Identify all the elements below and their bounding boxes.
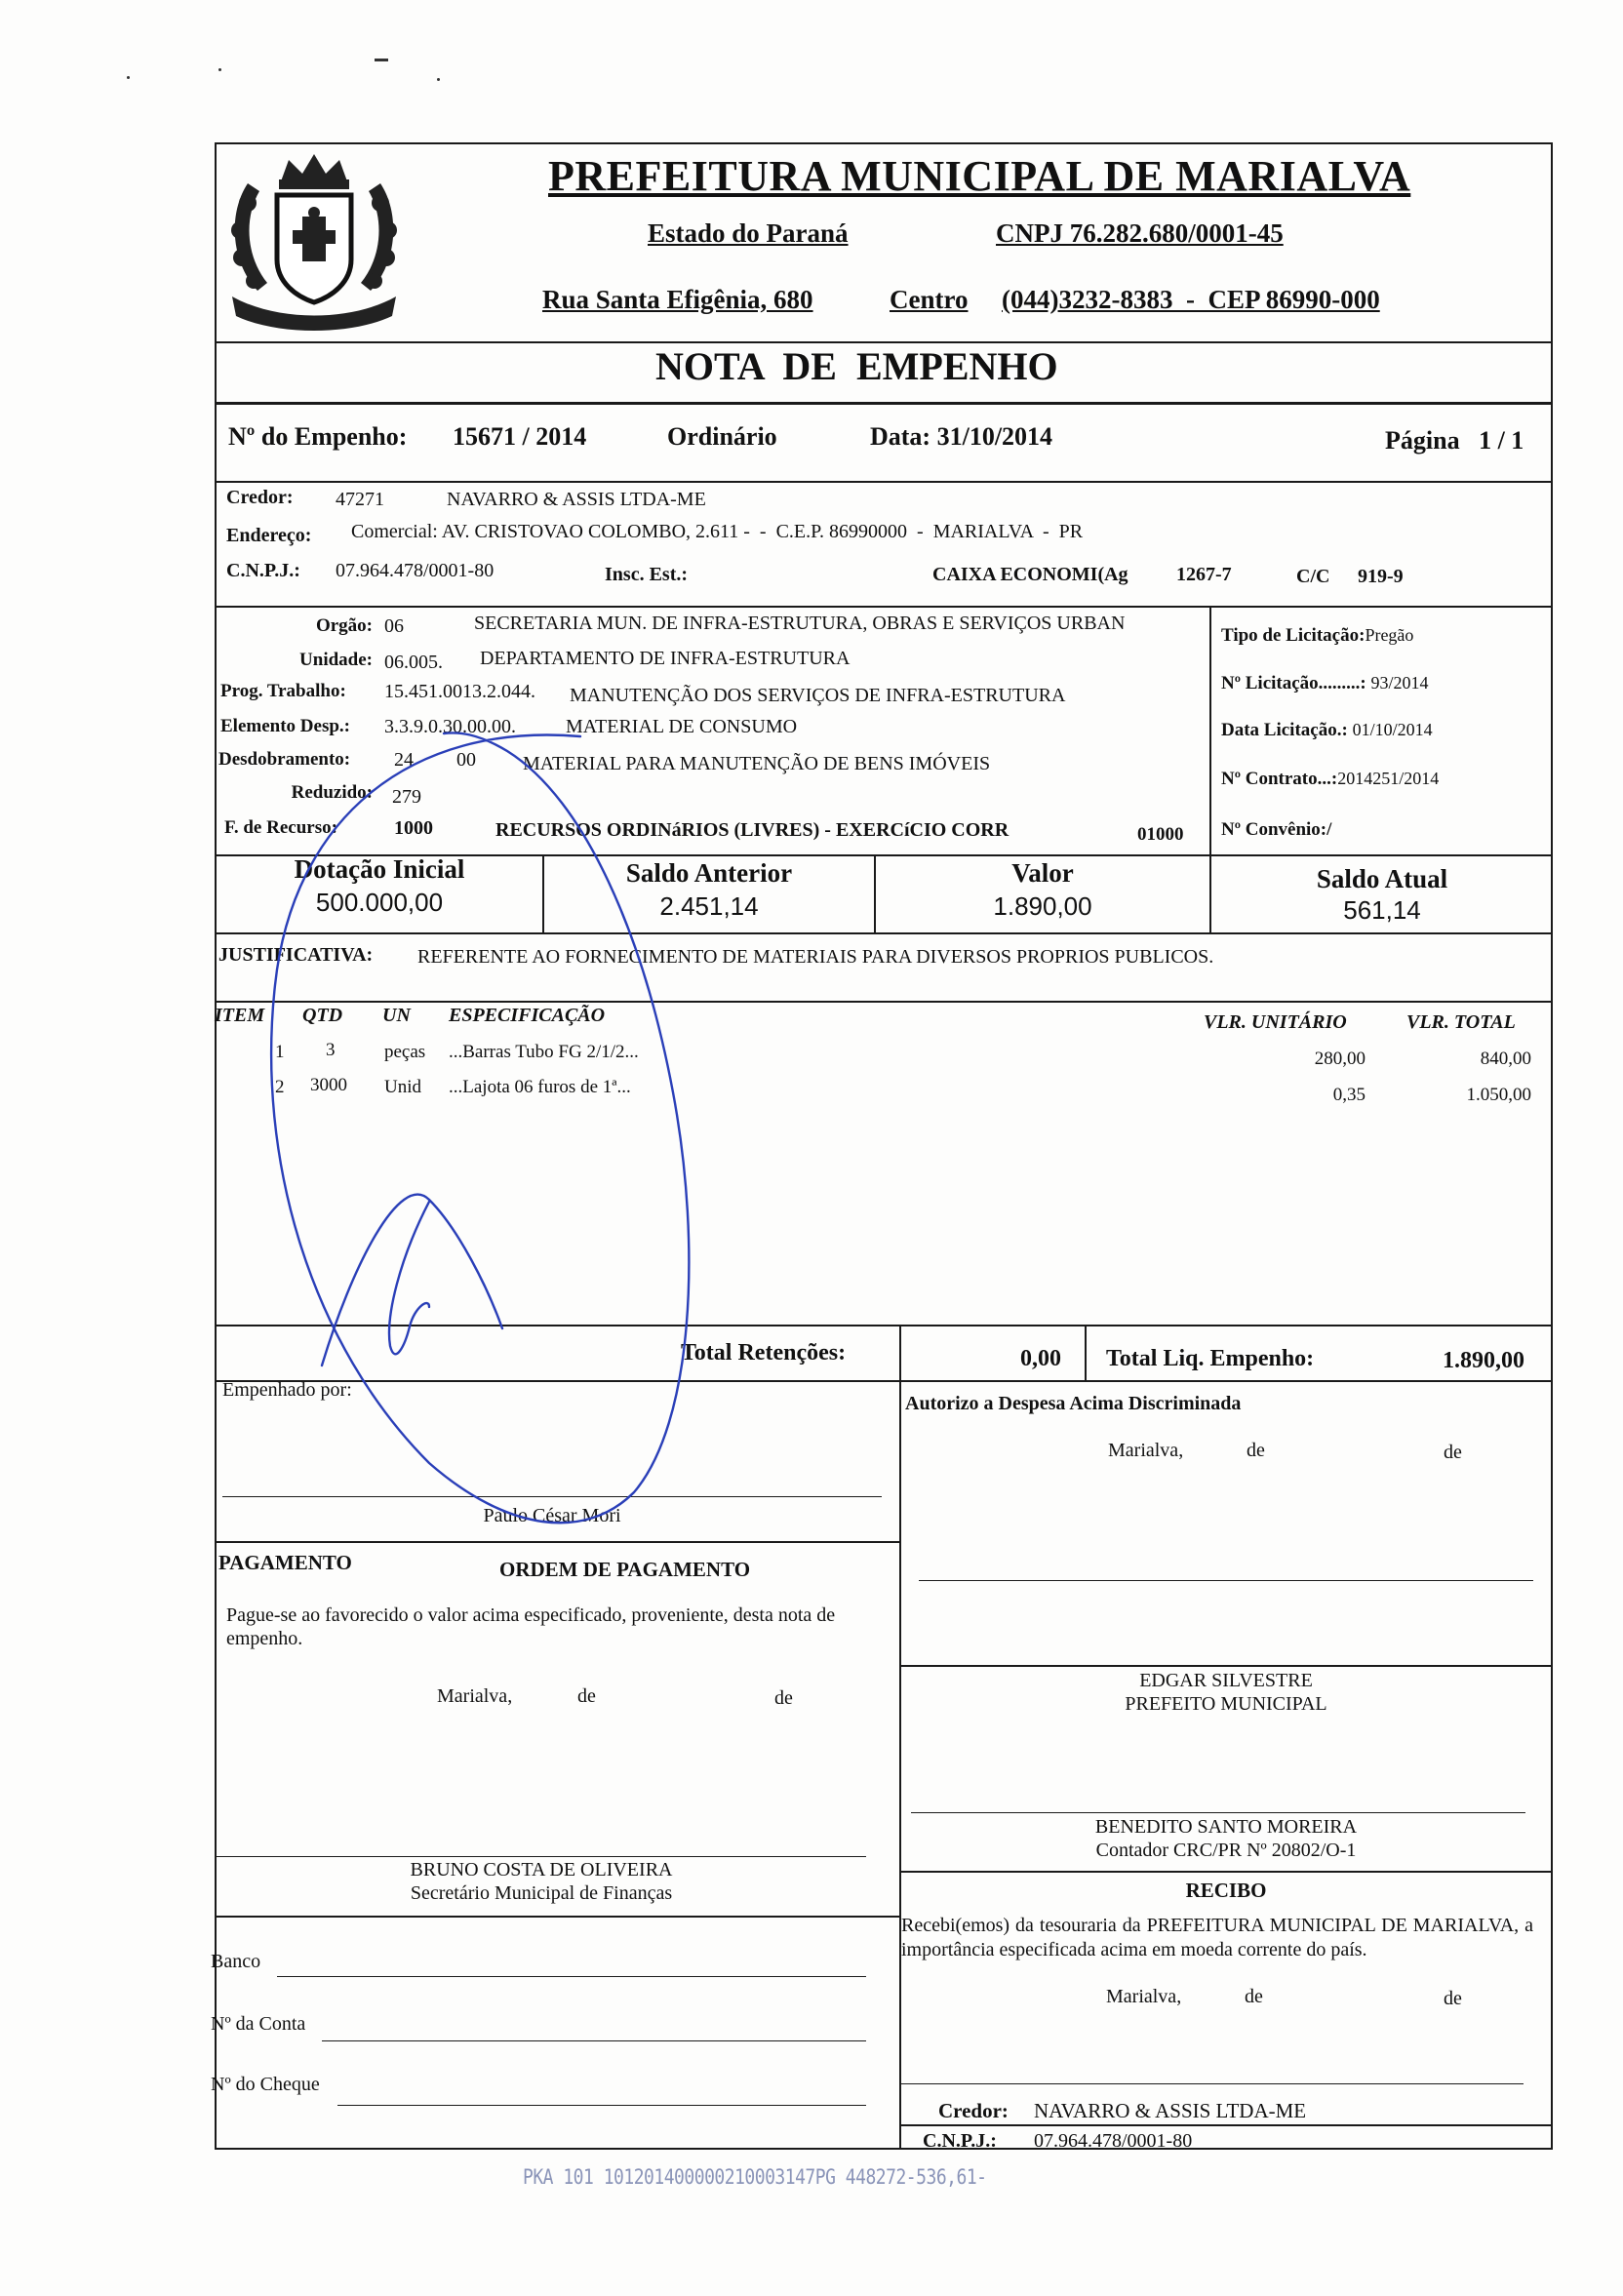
recurso-number: 01000 bbox=[1137, 824, 1184, 845]
recibo-cnpj-label: C.N.P.J.: bbox=[923, 2130, 997, 2152]
autorizo-label: Autorizo a Despesa Acima Discriminada bbox=[905, 1393, 1242, 1414]
desdobramento-name: MATERIAL PARA MANUTENÇÃO DE BENS IMÓVEIS bbox=[523, 753, 991, 774]
scan-artifact bbox=[127, 76, 130, 79]
item-qty: 3000 bbox=[310, 1075, 347, 1095]
item-spec: ...Barras Tubo FG 2/1/2... bbox=[449, 1042, 639, 1062]
footer-stamp: PKA 101 101201400000210003147PG 448272-536,61- bbox=[523, 2164, 987, 2191]
recibo-cnpj: 07.964.478/0001-80 bbox=[1034, 2130, 1193, 2152]
scan-artifact bbox=[218, 68, 221, 71]
credor-label: Credor: bbox=[226, 487, 294, 508]
tipo-licitacao-label-text: Tipo de Licitação: bbox=[1221, 625, 1366, 646]
empenhado-label: Empenhado por: bbox=[222, 1379, 352, 1401]
prog-code: 15.451.0013.2.044. bbox=[384, 681, 535, 702]
recibo-credor-name: NAVARRO & ASSIS LTDA-ME bbox=[1034, 2099, 1307, 2122]
address-label: Endereço: bbox=[226, 525, 312, 546]
total-liquido-value: 1.890,00 bbox=[1443, 1348, 1524, 1373]
empenho-number: 15671 / 2014 bbox=[453, 422, 587, 451]
prefecture-address: Rua Santa Efigênia, 680 bbox=[542, 285, 813, 314]
recibo-de-2: de bbox=[1444, 1988, 1462, 2009]
document-title: NOTA DE EMPENHO bbox=[655, 344, 1058, 388]
justificativa-text: REFERENTE AO FORNECIMENTO DE MATERIAIS PARA DIVERSOS PROPRIOS PUBLICOS. bbox=[417, 946, 1214, 968]
contador-name: BENEDITO SANTO MOREIRA bbox=[1094, 1816, 1358, 1838]
elemento-name: MATERIAL DE CONSUMO bbox=[566, 716, 798, 737]
conta-label: Nº da Conta bbox=[211, 2013, 306, 2035]
saldo-atual-label: Saldo Atual bbox=[1316, 864, 1448, 893]
convenio-label: Nº Convênio:/ bbox=[1221, 819, 1332, 840]
item-unit-price: 0,35 bbox=[1332, 1085, 1366, 1105]
unidade-label: Unidade: bbox=[299, 650, 373, 670]
recurso-name: RECURSOS ORDINáRIOS (LIVRES) - EXERCíCIO CORR bbox=[495, 819, 1009, 841]
unidade-name: DEPARTAMENTO DE INFRA-ESTRUTURA bbox=[480, 648, 851, 669]
elemento-label: Elemento Desp.: bbox=[220, 716, 350, 736]
retencoes-value: 0,00 bbox=[1020, 1346, 1061, 1371]
retencoes-label: Total Retenções: bbox=[681, 1340, 847, 1366]
recibo-credor-label: Credor: bbox=[938, 2099, 1009, 2122]
data-licitacao-value: 01/10/2014 bbox=[1352, 720, 1433, 739]
col-qtd: QTD bbox=[302, 1005, 343, 1026]
empenho-number-label: Nº do Empenho: bbox=[228, 422, 408, 451]
empenho-type: Ordinário bbox=[667, 422, 777, 451]
orgao-name: SECRETARIA MUN. DE INFRA-ESTRUTURA, OBRAS E SERVIÇOS URBAN bbox=[474, 613, 1126, 634]
account-label: C/C bbox=[1296, 566, 1330, 587]
credor-name: NAVARRO & ASSIS LTDA-ME bbox=[447, 489, 706, 510]
prefecture-phone-cep: (044)3232-8383 - CEP 86990-000 bbox=[1002, 285, 1380, 314]
prog-label: Prog. Trabalho: bbox=[220, 681, 346, 701]
prefeito-name: EDGAR SILVESTRE bbox=[1139, 1670, 1313, 1691]
elemento-code: 3.3.9.0.30.00.00. bbox=[384, 716, 516, 737]
credor-address: Comercial: AV. CRISTOVAO COLOMBO, 2.611 - - C.E.P. 86990000 - MARIALVA - PR bbox=[351, 521, 1084, 542]
autorizo-de-2: de bbox=[1444, 1442, 1462, 1463]
valor-value: 1.890,00 bbox=[993, 891, 1092, 921]
orgao-code: 06 bbox=[384, 615, 404, 637]
bank-name: CAIXA ECONOMI(Ag bbox=[932, 564, 1128, 585]
credor-cnpj: 07.964.478/0001-80 bbox=[336, 560, 495, 581]
prog-name: MANUTENÇÃO DOS SERVIÇOS DE INFRA-ESTRUTURA bbox=[570, 685, 1066, 706]
dotacao-value: 500.000,00 bbox=[315, 888, 444, 917]
autorizo-city: Marialva, bbox=[1108, 1440, 1184, 1461]
item-number: 1 bbox=[275, 1042, 285, 1062]
empenhado-name: Paulo César Mori bbox=[483, 1505, 621, 1526]
autorizo-de-1: de bbox=[1247, 1440, 1265, 1461]
orgao-label: Orgão: bbox=[315, 615, 373, 636]
pagamento-city: Marialva, bbox=[437, 1685, 513, 1707]
col-item: ITEM bbox=[215, 1005, 265, 1026]
reduzido-label: Reduzido: bbox=[291, 782, 373, 803]
page-number: Página 1 / 1 bbox=[1385, 426, 1524, 455]
credor-code: 47271 bbox=[336, 489, 384, 510]
recurso-label: F. de Recurso: bbox=[224, 817, 337, 838]
item-unit-price: 280,00 bbox=[1314, 1049, 1366, 1069]
contrato-label: Nº Contrato...: bbox=[1221, 769, 1338, 789]
pagamento-de-2: de bbox=[774, 1687, 793, 1709]
item-unit: peças bbox=[384, 1042, 426, 1062]
col-un: UN bbox=[382, 1005, 411, 1026]
desdobramento-code: 24 bbox=[394, 749, 414, 771]
reduzido-value: 279 bbox=[392, 786, 421, 808]
cheque-label: Nº do Cheque bbox=[211, 2074, 320, 2095]
prefecture-district: Centro bbox=[890, 285, 969, 314]
recurso-code: 1000 bbox=[394, 817, 433, 839]
recibo-text: Recebi(emos) da tesouraria da PREFEITURA MUNICIPAL DE MARIALVA, a importância especificada acima em moeda corrente do país. bbox=[901, 1915, 1533, 1960]
col-spec: ESPECIFICAÇÃO bbox=[449, 1005, 606, 1026]
item-total: 1.050,00 bbox=[1466, 1085, 1531, 1105]
col-total-value: VLR. TOTAL bbox=[1406, 1011, 1516, 1033]
valor-label: Valor bbox=[1011, 858, 1074, 888]
pagamento-text: Pague-se ao favorecido o valor acima especificado, proveniente, desta nota de empenho. bbox=[226, 1604, 836, 1649]
recibo-title: RECIBO bbox=[1185, 1879, 1267, 1902]
tipo-licitacao-value: Pregão bbox=[1365, 625, 1414, 645]
ordem-pagamento-title: ORDEM DE PAGAMENTO bbox=[499, 1558, 751, 1581]
account-number: 919-9 bbox=[1358, 566, 1404, 587]
total-liquido-label: Total Liq. Empenho: bbox=[1106, 1346, 1315, 1371]
recibo-de-1: de bbox=[1245, 1986, 1263, 2007]
state-name: Estado do Paraná bbox=[648, 218, 849, 248]
contador-role: Contador CRC/PR Nº 20802/O-1 bbox=[1095, 1840, 1357, 1861]
dotacao-label: Dotação Inicial bbox=[294, 854, 465, 884]
unidade-code: 06.005. bbox=[384, 652, 443, 673]
num-licitacao-label: Nº Licitação.........: bbox=[1221, 673, 1366, 693]
pagamento-de-1: de bbox=[577, 1685, 596, 1707]
empenho-date: Data: 31/10/2014 bbox=[870, 422, 1053, 451]
saldo-anterior-label: Saldo Anterior bbox=[625, 858, 793, 888]
scan-artifact bbox=[437, 78, 440, 81]
pagamento-label: PAGAMENTO bbox=[218, 1551, 352, 1574]
col-unit-value: VLR. UNITÁRIO bbox=[1204, 1011, 1347, 1033]
num-licitacao-value: 93/2014 bbox=[1370, 673, 1429, 693]
prefecture-cnpj: CNPJ 76.282.680/0001-45 bbox=[996, 218, 1284, 248]
item-unit: Unid bbox=[384, 1077, 421, 1097]
bank-agency: 1267-7 bbox=[1176, 564, 1232, 585]
contrato-value: 2014251/2014 bbox=[1337, 769, 1440, 788]
prefecture-title: PREFEITURA MUNICIPAL DE MARIALVA bbox=[548, 152, 1411, 200]
secretario-role: Secretário Municipal de Finanças bbox=[410, 1882, 673, 1904]
item-qty: 3 bbox=[326, 1040, 336, 1060]
item-number: 2 bbox=[275, 1077, 285, 1097]
desdobramento-sub: 00 bbox=[456, 749, 476, 771]
desdobramento-label: Desdobramento: bbox=[218, 749, 351, 770]
scan-artifact bbox=[375, 59, 388, 61]
recibo-city: Marialva, bbox=[1106, 1986, 1182, 2007]
saldo-atual-value: 561,14 bbox=[1343, 895, 1421, 925]
justificativa-label: JUSTIFICATIVA: bbox=[218, 944, 374, 966]
banco-label: Banco bbox=[211, 1951, 261, 1972]
item-spec: ...Lajota 06 furos de 1ª... bbox=[449, 1077, 631, 1097]
prefeito-role: PREFEITO MUNICIPAL bbox=[1125, 1693, 1327, 1715]
cnpj-label: C.N.P.J.: bbox=[226, 560, 300, 581]
secretario-name: BRUNO COSTA DE OLIVEIRA bbox=[410, 1859, 673, 1880]
saldo-anterior-value: 2.451,14 bbox=[659, 891, 759, 921]
insc-est-label: Insc. Est.: bbox=[605, 564, 689, 585]
data-licitacao-label: Data Licitação.: bbox=[1221, 720, 1348, 740]
item-total: 840,00 bbox=[1480, 1049, 1531, 1069]
